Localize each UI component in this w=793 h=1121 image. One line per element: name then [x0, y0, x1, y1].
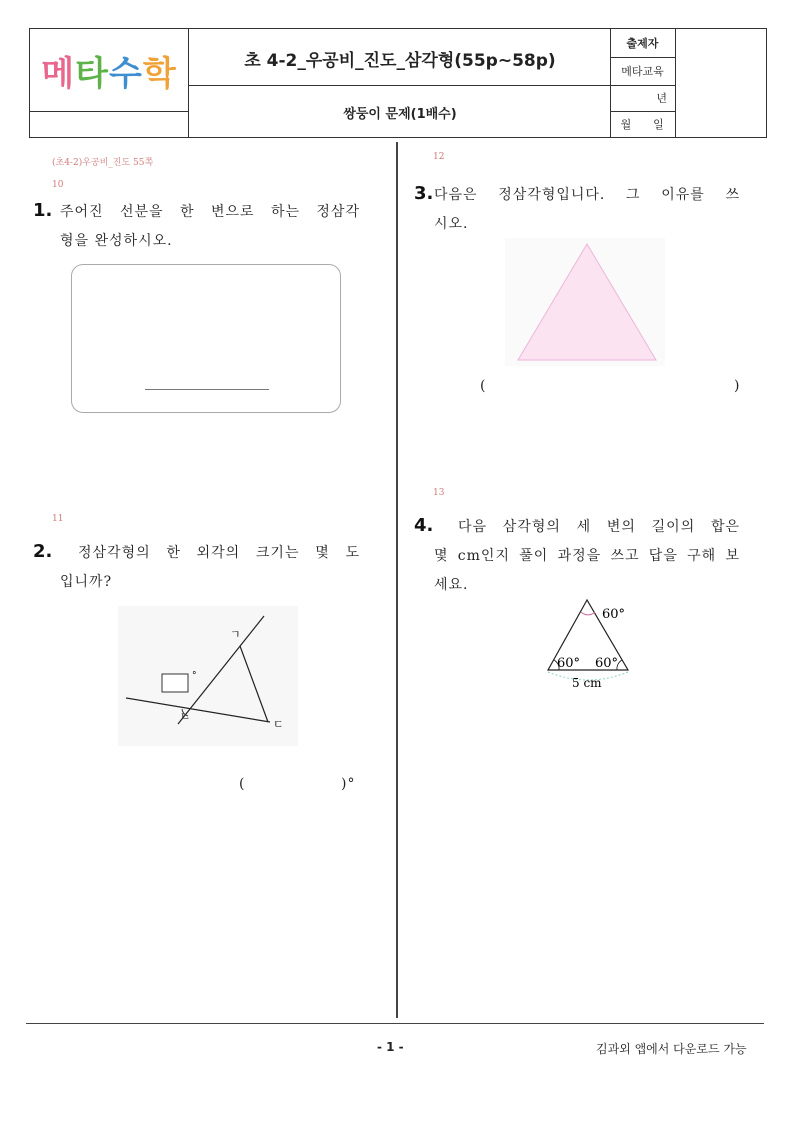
download-note: 김과외 앱에서 다운로드 가능	[596, 1042, 747, 1056]
q2-figure	[118, 606, 298, 746]
q2-answer-close: )°	[341, 776, 356, 792]
given-segment	[145, 389, 269, 390]
logo	[30, 29, 188, 111]
day-label: 일	[653, 118, 664, 131]
right-angle-label: 60°	[595, 656, 619, 671]
degree-mark: °	[192, 671, 197, 681]
q3-triangle-figure	[505, 238, 665, 366]
q2-text: 정삼각형의 한 외각의 크기는 몇 도 입니까?	[60, 545, 360, 590]
column-divider	[396, 142, 398, 1018]
q1-text: 주어진 선분을 한 변으로 하는 정삼각 형을 완성하시오.	[60, 204, 360, 249]
q4-triangle-figure	[540, 596, 640, 692]
q3-source-number: 12	[433, 152, 445, 162]
q4-text: 다음 삼각형의 세 변의 길이의 합은 몇 cm인지 풀이 과정을 쓰고 답을 구해 보 세요.	[434, 519, 740, 593]
worksheet-subtitle: 쌍둥이 문제(1배수)	[343, 106, 457, 122]
q4-source-number: 13	[433, 488, 445, 498]
source-line: (초4-2)우공비_진도 55쪽	[52, 158, 154, 168]
vertex-label-b: ㄴ	[180, 710, 191, 723]
header-table	[29, 28, 767, 138]
logo-text: 메타수학	[41, 53, 177, 94]
vertex-label-c: ㄷ	[273, 718, 284, 731]
month-label: 월	[620, 118, 632, 131]
q4-number: 4.	[414, 515, 434, 536]
year-label: 년	[656, 92, 667, 105]
q1-source-number: 10	[52, 180, 64, 190]
footer-line	[26, 1023, 764, 1024]
worksheet-title: 초 4-2_우공비_진도_삼각형(55p~58p)	[244, 50, 556, 71]
q3-answer-close: )	[734, 378, 741, 394]
q1-drawing-box[interactable]	[71, 264, 341, 413]
q2-source-number: 11	[52, 514, 64, 524]
q2-answer-field[interactable]	[250, 772, 338, 794]
author-label: 출제자	[626, 37, 659, 50]
base-length-label: 5 cm	[572, 676, 602, 690]
q3-text: 다음은 정삼각형입니다. 그 이유를 쓰 시오.	[434, 187, 740, 232]
answer-box[interactable]	[162, 674, 188, 692]
left-angle-label: 60°	[557, 656, 581, 671]
q3-answer-open: (	[480, 378, 487, 394]
q2-answer-open: (	[239, 776, 246, 792]
page-number: - 1 -	[377, 1040, 404, 1054]
author-value: 메타교육	[621, 65, 664, 78]
q3-answer-field[interactable]	[492, 374, 730, 396]
vertex-label-a: ㄱ	[230, 628, 241, 641]
q1-number: 1.	[33, 200, 53, 221]
q2-number: 2.	[33, 541, 53, 562]
top-angle-label: 60°	[602, 607, 626, 622]
q3-number: 3.	[414, 183, 434, 204]
top-angle-arc	[581, 612, 595, 615]
